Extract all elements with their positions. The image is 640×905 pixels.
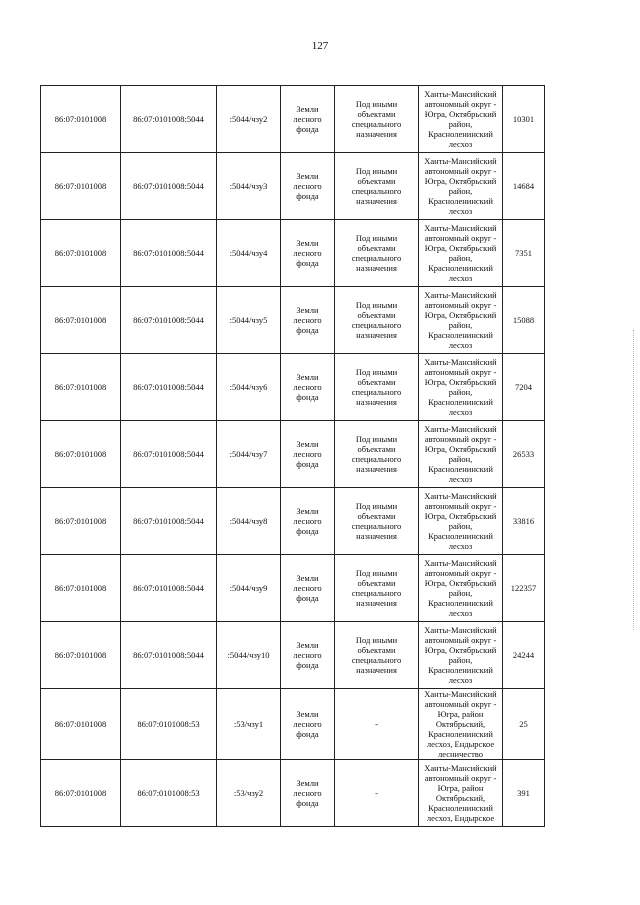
location-cell: Ханты-Мансийский автономный округ - Югра, район Октябрьский, Красноленинский лесхоз, Ендырское лесничество [419, 689, 503, 760]
table-row [41, 488, 545, 555]
cadastral-quarter-cell: 86:07:0101008 [41, 421, 121, 488]
land-category-cell: Земли лесного фонда [281, 153, 335, 220]
location-cell: Ханты-Мансийский автономный округ - Югра, Октябрьский район, Красноленинский лесхоз [419, 488, 503, 555]
table-row [41, 555, 545, 622]
permitted-use-cell: - [335, 689, 419, 760]
land-category-cell: Земли лесного фонда [281, 421, 335, 488]
parcel-number-cell: 86:07:0101008:5044 [121, 153, 217, 220]
cadastral-quarter-cell: 86:07:0101008 [41, 555, 121, 622]
permitted-use-cell: Под иными объектами специального назначения [335, 354, 419, 421]
permitted-use-cell: Под иными объектами специального назначения [335, 220, 419, 287]
parcel-part-cell: :5044/чзу10 [217, 622, 281, 689]
location-cell: Ханты-Мансийский автономный округ - Югра, Октябрьский район, Красноленинский лесхоз [419, 287, 503, 354]
table-row [41, 354, 545, 421]
land-category-cell: Земли лесного фонда [281, 555, 335, 622]
table-row [41, 153, 545, 220]
parcel-part-cell: :5044/чзу4 [217, 220, 281, 287]
permitted-use-cell: Под иными объектами специального назначения [335, 488, 419, 555]
land-category-cell: Земли лесного фонда [281, 287, 335, 354]
land-category-cell: Земли лесного фонда [281, 354, 335, 421]
table-row [41, 86, 545, 153]
land-category-cell: Земли лесного фонда [281, 488, 335, 555]
permitted-use-cell: Под иными объектами специального назначения [335, 287, 419, 354]
area-cell: 14684 [503, 153, 545, 220]
land-category-cell: Земли лесного фонда [281, 86, 335, 153]
permitted-use-cell: Под иными объектами специального назначения [335, 86, 419, 153]
parcel-number-cell: 86:07:0101008:5044 [121, 488, 217, 555]
permitted-use-cell: - [335, 760, 419, 827]
scan-margin-marks [631, 330, 634, 630]
area-cell: 15088 [503, 287, 545, 354]
parcel-number-cell: 86:07:0101008:5044 [121, 354, 217, 421]
table-body [41, 86, 545, 827]
land-parcels-table [40, 85, 545, 827]
cadastral-quarter-cell: 86:07:0101008 [41, 622, 121, 689]
permitted-use-cell: Под иными объектами специального назначения [335, 555, 419, 622]
area-cell: 25 [503, 689, 545, 760]
table-row [41, 220, 545, 287]
location-cell: Ханты-Мансийский автономный округ - Югра, Октябрьский район, Красноленинский лесхоз [419, 555, 503, 622]
parcel-part-cell: :53/чзу2 [217, 760, 281, 827]
cadastral-quarter-cell: 86:07:0101008 [41, 760, 121, 827]
area-cell: 7351 [503, 220, 545, 287]
area-cell: 7204 [503, 354, 545, 421]
parcel-part-cell: :5044/чзу8 [217, 488, 281, 555]
parcel-number-cell: 86:07:0101008:5044 [121, 86, 217, 153]
parcel-part-cell: :5044/чзу7 [217, 421, 281, 488]
land-category-cell: Земли лесного фонда [281, 760, 335, 827]
page-number: 127 [311, 40, 329, 52]
parcel-number-cell: 86:07:0101008:5044 [121, 555, 217, 622]
parcel-number-cell: 86:07:0101008:53 [121, 689, 217, 760]
location-cell: Ханты-Мансийский автономный округ - Югра, Октябрьский район, Красноленинский лесхоз [419, 220, 503, 287]
cadastral-quarter-cell: 86:07:0101008 [41, 153, 121, 220]
parcel-number-cell: 86:07:0101008:5044 [121, 220, 217, 287]
area-cell: 10301 [503, 86, 545, 153]
table-row [41, 421, 545, 488]
location-cell: Ханты-Мансийский автономный округ - Югра, Октябрьский район, Красноленинский лесхоз [419, 86, 503, 153]
area-cell: 391 [503, 760, 545, 827]
parcel-number-cell: 86:07:0101008:5044 [121, 622, 217, 689]
location-cell: Ханты-Мансийский автономный округ - Югра, Октябрьский район, Красноленинский лесхоз [419, 622, 503, 689]
location-cell: Ханты-Мансийский автономный округ - Югра, Октябрьский район, Красноленинский лесхоз [419, 153, 503, 220]
area-cell: 122357 [503, 555, 545, 622]
area-cell: 26533 [503, 421, 545, 488]
parcel-part-cell: :53/чзу1 [217, 689, 281, 760]
permitted-use-cell: Под иными объектами специального назначения [335, 421, 419, 488]
area-cell: 33816 [503, 488, 545, 555]
table-row [41, 689, 545, 760]
cadastral-quarter-cell: 86:07:0101008 [41, 354, 121, 421]
parcel-part-cell: :5044/чзу5 [217, 287, 281, 354]
location-cell: Ханты-Мансийский автономный округ - Югра, Октябрьский район, Красноленинский лесхоз [419, 421, 503, 488]
parcel-part-cell: :5044/чзу9 [217, 555, 281, 622]
parcel-part-cell: :5044/чзу3 [217, 153, 281, 220]
area-cell: 24244 [503, 622, 545, 689]
table-row [41, 760, 545, 827]
land-category-cell: Земли лесного фонда [281, 622, 335, 689]
permitted-use-cell: Под иными объектами специального назначения [335, 622, 419, 689]
land-category-cell: Земли лесного фонда [281, 689, 335, 760]
parcel-number-cell: 86:07:0101008:53 [121, 760, 217, 827]
cadastral-quarter-cell: 86:07:0101008 [41, 86, 121, 153]
table-row [41, 622, 545, 689]
parcel-number-cell: 86:07:0101008:5044 [121, 421, 217, 488]
cadastral-quarter-cell: 86:07:0101008 [41, 220, 121, 287]
location-cell: Ханты-Мансийский автономный округ - Югра, район Октябрьский, Красноленинский лесхоз, Ендырское [419, 760, 503, 827]
parcel-part-cell: :5044/чзу6 [217, 354, 281, 421]
table-row [41, 287, 545, 354]
location-cell: Ханты-Мансийский автономный округ - Югра, Октябрьский район, Красноленинский лесхоз [419, 354, 503, 421]
parcel-part-cell: :5044/чзу2 [217, 86, 281, 153]
cadastral-quarter-cell: 86:07:0101008 [41, 689, 121, 760]
permitted-use-cell: Под иными объектами специального назначения [335, 153, 419, 220]
parcel-number-cell: 86:07:0101008:5044 [121, 287, 217, 354]
land-category-cell: Земли лесного фонда [281, 220, 335, 287]
cadastral-quarter-cell: 86:07:0101008 [41, 287, 121, 354]
cadastral-quarter-cell: 86:07:0101008 [41, 488, 121, 555]
